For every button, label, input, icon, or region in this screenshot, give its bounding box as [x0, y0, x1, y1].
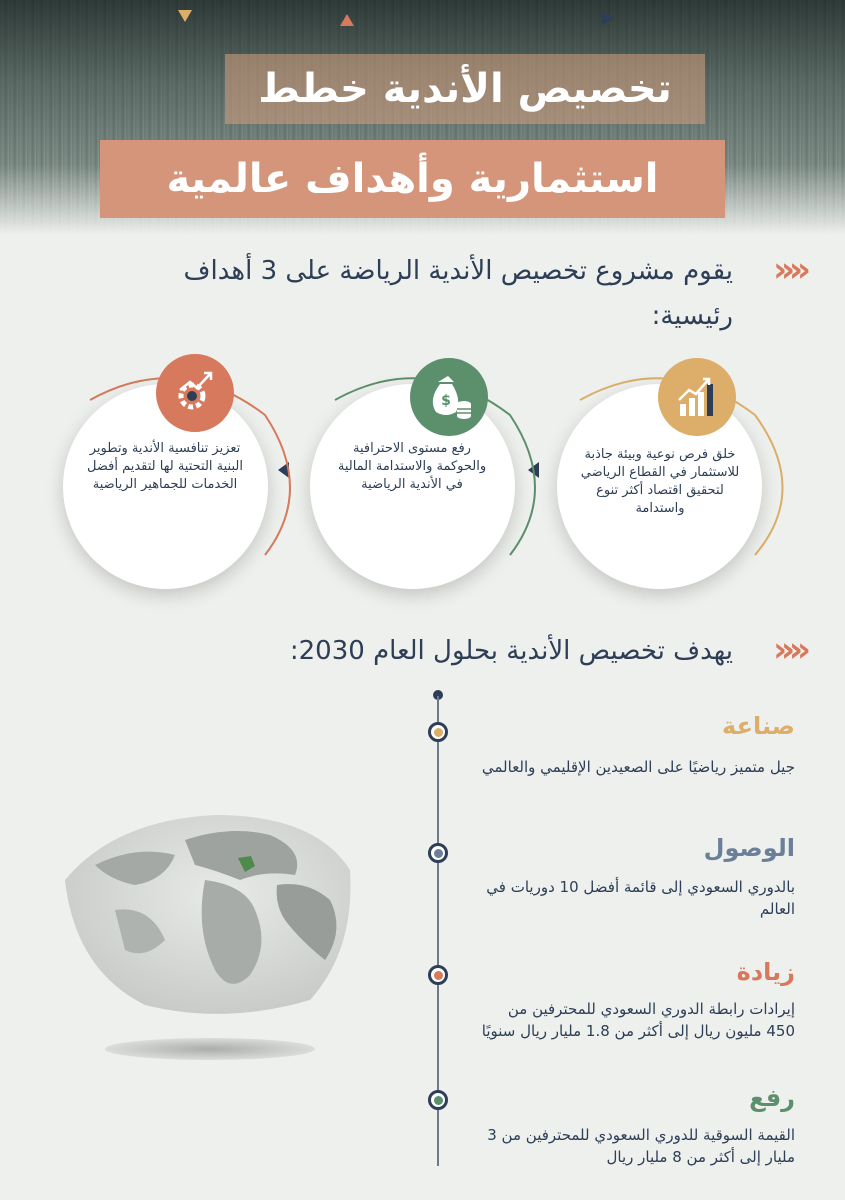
timeline-dot — [428, 722, 448, 742]
section2-heading: يهدف تخصيص الأندية بحلول العام 2030: — [289, 636, 733, 666]
timeline-dot — [428, 965, 448, 985]
section1-heading-line2: رئيسية: — [651, 301, 733, 331]
goal-icon-circle — [658, 358, 736, 436]
page-title-line-2: استثمارية وأهداف عالمية — [100, 140, 725, 218]
page-title-line-1: تخصيص الأندية خطط — [225, 54, 705, 124]
chevrons-icon: ««« — [773, 630, 797, 670]
goal-icon-circle — [410, 358, 488, 436]
chevrons-icon: ««« — [773, 250, 797, 290]
timeline-item-text: بالدوري السعودي إلى قائمة أفضل 10 دوريات في العالم — [486, 878, 795, 918]
timeline-item-title: صناعة — [722, 712, 795, 740]
gear-chart-icon — [170, 368, 220, 418]
globe-shadow — [105, 1038, 315, 1060]
timeline-dot — [428, 843, 448, 863]
world-globe-image — [55, 810, 355, 1020]
timeline-item-text: إيرادات رابطة الدوري السعودي للمحترفين من 450 مليون ريال إلى أكثر من 1.8 مليار ريال سنويًا — [481, 1000, 795, 1040]
money-bag-icon — [424, 372, 474, 422]
goal-text-competitiveness: تعزيز تنافسية الأندية وتطوير البنية التحتية لها لتقديم أفضل الخدمات للجماهير الرياضية — [87, 441, 243, 492]
timeline-item-text: القيمة السوقية للدوري السعودي للمحترفين من 3 مليار إلى أكثر من 8 مليار ريال — [487, 1126, 795, 1166]
goal-text-professionalism: رفع مستوى الاحترافية والحوكمة والاستدامة المالية في الأندية الرياضية — [337, 441, 487, 492]
timeline-item-title: زيادة — [736, 958, 795, 986]
svg-text:$: $ — [441, 393, 451, 409]
pennant-decoration — [178, 10, 192, 22]
pennant-decoration — [340, 14, 354, 26]
section1-heading-line1: يقوم مشروع تخصيص الأندية الرياضة على 3 أهداف — [183, 256, 733, 286]
timeline-item-text: جيل متميز رياضيًا على الصعيدين الإقليمي والعالمي — [481, 758, 795, 776]
timeline-dot — [428, 1090, 448, 1110]
growth-chart-icon — [674, 374, 720, 420]
goal-text-investment: خلق فرص نوعية وبيئة جاذبة للاستثمار في القطاع الرياضي لتحقيق اقتصاد أكثر تنوع واستدامة — [580, 447, 740, 516]
goal-icon-circle — [156, 354, 234, 432]
timeline-item-title: الوصول — [703, 834, 795, 862]
timeline-item-title: رفع — [749, 1084, 795, 1112]
